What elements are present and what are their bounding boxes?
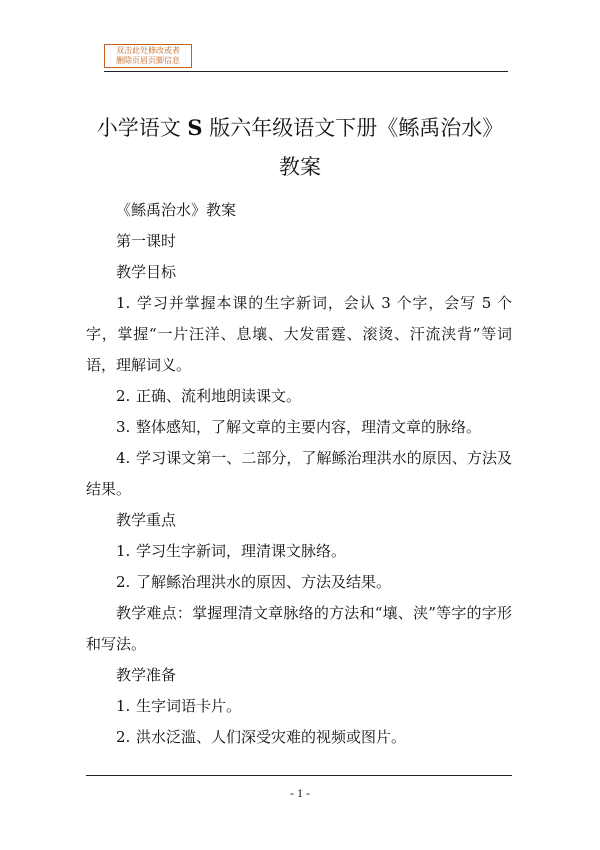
goal-number: 4. bbox=[116, 449, 131, 467]
goal-number: 2. bbox=[116, 387, 131, 405]
title-line2: 教案 bbox=[279, 155, 321, 179]
focus-item bbox=[86, 567, 512, 598]
header-notice-line2: 删除页眉页脚信息 bbox=[116, 56, 180, 65]
focus-number: 2. bbox=[116, 573, 131, 591]
prep-heading: 教学准备 bbox=[116, 666, 177, 684]
header-edit-notice[interactable] bbox=[104, 44, 192, 68]
goal-item bbox=[86, 412, 512, 443]
focus-text: 学习生字新词，理清课文脉络。 bbox=[136, 542, 347, 560]
prep-item bbox=[86, 691, 512, 722]
goal-text: 学习课文第一、二部分，了解鲧治理洪水的原因、方法及结果。 bbox=[86, 449, 512, 498]
prep-item bbox=[86, 722, 512, 753]
focus-number: 1. bbox=[116, 542, 131, 560]
title-line1-suffix: 版六年级语文下册《鲧禹治水》 bbox=[202, 116, 504, 140]
page-number: - 1 - bbox=[290, 786, 310, 800]
document-title bbox=[60, 108, 540, 187]
prep-text: 生字词语卡片。 bbox=[136, 697, 242, 715]
difficulty-paragraph: 教学难点：掌握理清文章脉络的方法和“壤、浃”等字的字形和写法。 bbox=[86, 604, 512, 653]
header-rule bbox=[104, 71, 508, 72]
title-line1-bold: S bbox=[187, 115, 203, 140]
goal-item bbox=[86, 381, 512, 412]
prep-number: 2. bbox=[116, 728, 131, 746]
goal-item bbox=[86, 443, 512, 505]
prep-number: 1. bbox=[116, 697, 131, 715]
document-body bbox=[86, 195, 512, 753]
goal-text: 学习并掌握本课的生字新词，会认 3 个字，会写 5 个字，掌握“一片汪洋、息壤、大发雷霆、滚烫、汗流浃背”等词语，理解词义。 bbox=[86, 294, 512, 374]
focus-heading: 教学重点 bbox=[116, 511, 177, 529]
title-line1-prefix: 小学语文 bbox=[96, 116, 188, 140]
goal-text: 整体感知，了解文章的主要内容，理清文章的脉络。 bbox=[136, 418, 482, 436]
focus-item bbox=[86, 536, 512, 567]
subtitle: 《鲧禹治水》教案 bbox=[116, 201, 237, 219]
goal-text: 正确、流利地朗读课文。 bbox=[136, 387, 302, 405]
goal-number: 3. bbox=[116, 418, 131, 436]
goal-number: 1. bbox=[116, 294, 131, 312]
header-notice-line1: 双击此处修改或者 bbox=[116, 46, 180, 55]
goals-heading: 教学目标 bbox=[116, 263, 177, 281]
prep-text: 洪水泛滥、人们深受灾难的视频或图片。 bbox=[136, 728, 407, 746]
lesson-label: 第一课时 bbox=[116, 232, 177, 250]
goal-item bbox=[86, 288, 512, 381]
footer-rule bbox=[86, 775, 512, 776]
focus-text: 了解鲧治理洪水的原因、方法及结果。 bbox=[136, 573, 392, 591]
